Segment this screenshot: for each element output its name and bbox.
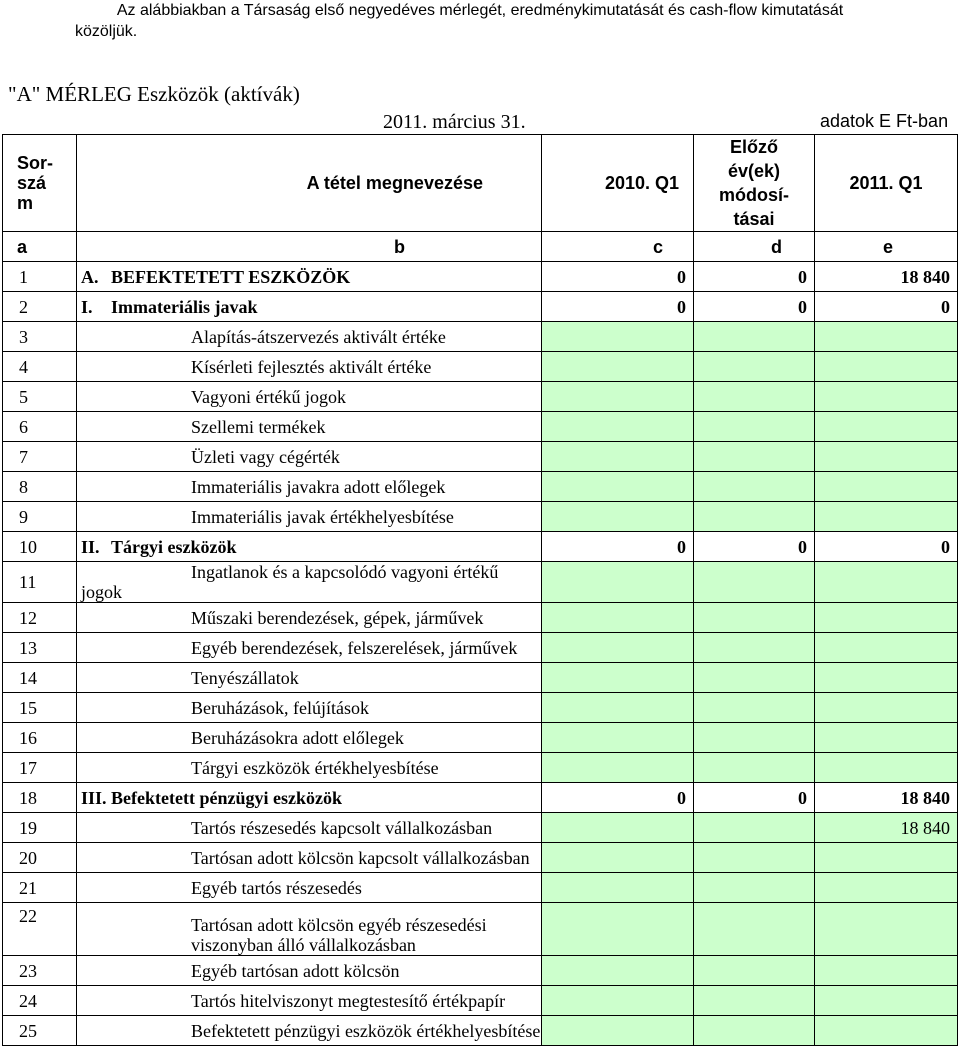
- row-name: [77, 603, 542, 633]
- row-label: Egyéb tartósan adott kölcsön: [191, 960, 400, 981]
- table-row: [3, 472, 958, 502]
- row-label: Tárgyi eszközök értékhelyesbítése: [191, 757, 439, 778]
- row-name: [77, 1016, 542, 1046]
- row-name: [77, 693, 542, 723]
- row-number: 13: [3, 633, 77, 663]
- row-number: 16: [3, 723, 77, 753]
- value-cell-e[interactable]: [815, 382, 958, 412]
- row-number: 15: [3, 693, 77, 723]
- value-cell-c[interactable]: [542, 723, 694, 753]
- col-header-mod: Előző év(ek) módosí-tásai: [694, 135, 815, 232]
- row-number: 10: [3, 532, 77, 562]
- report-date: 2011. március 31.: [383, 111, 526, 133]
- value-cell-e: 0: [815, 532, 958, 562]
- row-label: Tenyészállatok: [191, 667, 299, 688]
- row-label: Immateriális javak értékhelyesbítése: [191, 506, 454, 527]
- row-label: Beruházásokra adott előlegek: [191, 727, 404, 748]
- value-cell-c[interactable]: [542, 442, 694, 472]
- row-name: [77, 412, 542, 442]
- row-roman: III.: [81, 787, 107, 808]
- value-cell-c[interactable]: [542, 322, 694, 352]
- row-number: 18: [3, 783, 77, 813]
- value-cell-d: 0: [694, 292, 815, 322]
- value-cell-e: 0: [815, 292, 958, 322]
- table-row: [3, 903, 958, 956]
- value-cell-c[interactable]: [542, 693, 694, 723]
- letter-d: d: [694, 232, 815, 262]
- value-cell-c[interactable]: [542, 956, 694, 986]
- table-row: [3, 262, 958, 292]
- value-cell-d: 0: [694, 532, 815, 562]
- value-cell-d[interactable]: [694, 663, 815, 693]
- value-cell-d: 0: [694, 783, 815, 813]
- table-row: [3, 382, 958, 412]
- row-number: 12: [3, 603, 77, 633]
- value-cell-d[interactable]: [694, 562, 815, 603]
- row-label: Befektetett pénzügyi eszközök: [111, 787, 342, 808]
- row-name: [77, 352, 542, 382]
- table-row: [3, 843, 958, 873]
- value-cell-e[interactable]: [815, 633, 958, 663]
- table-row: [3, 693, 958, 723]
- value-cell-e[interactable]: [815, 723, 958, 753]
- value-cell-c[interactable]: [542, 873, 694, 903]
- value-cell-c[interactable]: [542, 412, 694, 442]
- value-cell-e[interactable]: 18 840: [815, 813, 958, 843]
- row-roman: I.: [81, 296, 93, 317]
- value-cell-c[interactable]: [542, 1016, 694, 1046]
- table-row: [3, 873, 958, 903]
- row-name: [77, 532, 542, 562]
- row-number: 1: [3, 262, 77, 292]
- intro-line-2: közöljük.: [75, 23, 138, 40]
- value-cell-c[interactable]: [542, 986, 694, 1016]
- value-cell-e: 18 840: [815, 262, 958, 292]
- value-cell-d[interactable]: [694, 903, 815, 956]
- row-name: [77, 843, 542, 873]
- letter-row: [3, 232, 958, 262]
- value-cell-e[interactable]: [815, 903, 958, 956]
- value-cell-c[interactable]: [542, 502, 694, 532]
- value-cell-e[interactable]: [815, 956, 958, 986]
- letter-a: a: [3, 232, 77, 262]
- col-header-prev: 2010. Q1: [542, 135, 694, 232]
- row-label: Ingatlanok és a kapcsolódó vagyoni értékű jogok: [81, 562, 499, 602]
- value-cell-c[interactable]: [542, 603, 694, 633]
- page-title: "A" MÉRLEG Eszközök (aktívák): [8, 82, 300, 106]
- table-row: [3, 412, 958, 442]
- value-cell-d[interactable]: [694, 723, 815, 753]
- value-cell-d[interactable]: [694, 472, 815, 502]
- value-cell-c: 0: [542, 292, 694, 322]
- row-label: Immateriális javak: [111, 296, 258, 317]
- value-cell-d[interactable]: [694, 382, 815, 412]
- row-label: Beruházások, felújítások: [191, 697, 369, 718]
- value-cell-d[interactable]: [694, 873, 815, 903]
- row-label: Kísérleti fejlesztés aktivált értéke: [191, 356, 432, 377]
- row-number: 9: [3, 502, 77, 532]
- unit-label: adatok E Ft-ban: [820, 111, 949, 131]
- value-cell-e[interactable]: [815, 562, 958, 603]
- row-label: Tartósan adott kölcsön egyéb részesedési: [191, 915, 487, 935]
- table-row: [3, 322, 958, 352]
- table-row: [3, 813, 958, 843]
- row-name: [77, 292, 542, 322]
- row-name: [77, 562, 542, 603]
- row-number: 8: [3, 472, 77, 502]
- row-name: [77, 986, 542, 1016]
- value-cell-e[interactable]: [815, 472, 958, 502]
- intro-line-1: Az alábbiakban a Társaság első negyedéves mérlegét, eredménykimutatását és cash-flow kimutatását: [116, 2, 844, 19]
- value-cell-d[interactable]: [694, 633, 815, 663]
- row-number: 20: [3, 843, 77, 873]
- value-cell-d[interactable]: [694, 442, 815, 472]
- value-cell-e[interactable]: [815, 603, 958, 633]
- table-row: [3, 753, 958, 783]
- value-cell-c[interactable]: [542, 813, 694, 843]
- row-name: [77, 322, 542, 352]
- row-label: Tartósan adott kölcsön kapcsolt vállalkozásban: [191, 847, 530, 868]
- value-cell-e[interactable]: [815, 753, 958, 783]
- row-number: 4: [3, 352, 77, 382]
- row-label: Vagyoni értékű jogok: [191, 386, 346, 407]
- table-row: [3, 633, 958, 663]
- value-cell-d[interactable]: [694, 322, 815, 352]
- row-number: 2: [3, 292, 77, 322]
- letter-e: e: [815, 232, 958, 262]
- value-cell-e[interactable]: [815, 322, 958, 352]
- value-cell-d[interactable]: [694, 986, 815, 1016]
- row-name: [77, 633, 542, 663]
- value-cell-e[interactable]: [815, 412, 958, 442]
- table-row: [3, 532, 958, 562]
- row-number: 21: [3, 873, 77, 903]
- value-cell-d[interactable]: [694, 502, 815, 532]
- table-row: [3, 292, 958, 322]
- col-header-name: A tétel megnevezése: [77, 135, 542, 232]
- row-number: 5: [3, 382, 77, 412]
- value-cell-d[interactable]: [694, 412, 815, 442]
- row-label: Immateriális javakra adott előlegek: [191, 476, 446, 497]
- col-header-sorszam: Sor-szám: [3, 135, 77, 232]
- row-number: 14: [3, 663, 77, 693]
- row-number: 11: [3, 562, 77, 603]
- row-label: Befektetett pénzügyi eszközök értékhelyesbítése: [191, 1020, 541, 1041]
- row-label: Üzleti vagy cégérték: [191, 446, 340, 467]
- value-cell-c[interactable]: [542, 352, 694, 382]
- row-name: [77, 813, 542, 843]
- row-name: [77, 956, 542, 986]
- table-row: [3, 783, 958, 813]
- value-cell-d[interactable]: [694, 753, 815, 783]
- value-cell-d[interactable]: [694, 693, 815, 723]
- balance-sheet-table: [2, 134, 958, 1046]
- row-number: 23: [3, 956, 77, 986]
- table-row: [3, 352, 958, 382]
- row-number: 22: [3, 903, 77, 956]
- value-cell-e[interactable]: [815, 663, 958, 693]
- table-row: [3, 442, 958, 472]
- table-row: [3, 502, 958, 532]
- table-row: [3, 663, 958, 693]
- value-cell-c: 0: [542, 532, 694, 562]
- row-name: [77, 472, 542, 502]
- value-cell-d[interactable]: [694, 843, 815, 873]
- row-number: 17: [3, 753, 77, 783]
- row-number: 25: [3, 1016, 77, 1046]
- row-label: BEFEKTETETT ESZKÖZÖK: [111, 266, 351, 287]
- row-label: Tartós hitelviszonyt megtestesítő értékpapír: [191, 990, 506, 1011]
- value-cell-c: 0: [542, 262, 694, 292]
- row-label: Tárgyi eszközök: [111, 536, 237, 557]
- row-number: 7: [3, 442, 77, 472]
- row-label: Szellemi termékek: [191, 416, 326, 437]
- row-name: [77, 382, 542, 412]
- table-row: [3, 723, 958, 753]
- intro-text: [0, 0, 960, 42]
- row-label: Tartós részesedés kapcsolt vállalkozásban: [191, 817, 493, 838]
- value-cell-e[interactable]: [815, 843, 958, 873]
- header-row: [3, 135, 958, 232]
- value-cell-d[interactable]: [694, 603, 815, 633]
- value-cell-e: 18 840: [815, 783, 958, 813]
- row-label: Műszaki berendezések, gépek, járművek: [191, 607, 484, 628]
- row-label: Egyéb berendezések, felszerelések, járművek: [191, 637, 518, 658]
- row-number: 3: [3, 322, 77, 352]
- row-name: [77, 442, 542, 472]
- row-name: [77, 502, 542, 532]
- value-cell-c: 0: [542, 783, 694, 813]
- row-name: [77, 262, 542, 292]
- col-header-curr: 2011. Q1: [815, 135, 958, 232]
- row-label-wrap: [191, 915, 487, 955]
- value-cell-d[interactable]: [694, 352, 815, 382]
- value-cell-c[interactable]: [542, 472, 694, 502]
- table-row: [3, 562, 958, 603]
- value-cell-e[interactable]: [815, 873, 958, 903]
- value-cell-d[interactable]: [694, 1016, 815, 1046]
- value-cell-e[interactable]: [815, 986, 958, 1016]
- table-row: [3, 956, 958, 986]
- row-label: Egyéb tartós részesedés: [191, 877, 362, 898]
- value-cell-c[interactable]: [542, 382, 694, 412]
- row-roman: II.: [81, 536, 100, 557]
- value-cell-e[interactable]: [815, 442, 958, 472]
- row-name: [77, 783, 542, 813]
- row-roman: A.: [81, 266, 99, 287]
- row-label-line-2: viszonyban álló vállalkozásban: [191, 935, 416, 955]
- table-row: [3, 986, 958, 1016]
- value-cell-c[interactable]: [542, 753, 694, 783]
- letter-c: c: [542, 232, 694, 262]
- row-number: 24: [3, 986, 77, 1016]
- value-cell-c[interactable]: [542, 843, 694, 873]
- value-cell-c[interactable]: [542, 903, 694, 956]
- value-cell-d[interactable]: [694, 956, 815, 986]
- value-cell-d[interactable]: [694, 813, 815, 843]
- row-name: [77, 903, 542, 956]
- value-cell-e[interactable]: [815, 1016, 958, 1046]
- value-cell-d: 0: [694, 262, 815, 292]
- value-cell-c[interactable]: [542, 633, 694, 663]
- row-number: 19: [3, 813, 77, 843]
- value-cell-e[interactable]: [815, 352, 958, 382]
- row-name: [77, 873, 542, 903]
- table-row: [3, 603, 958, 633]
- table-row: [3, 1016, 958, 1046]
- letter-b: b: [77, 232, 542, 262]
- row-name: [77, 753, 542, 783]
- value-cell-c[interactable]: [542, 562, 694, 603]
- row-name: [77, 723, 542, 753]
- value-cell-e[interactable]: [815, 502, 958, 532]
- value-cell-c[interactable]: [542, 663, 694, 693]
- row-name: [77, 663, 542, 693]
- row-number: 6: [3, 412, 77, 442]
- value-cell-e[interactable]: [815, 693, 958, 723]
- row-label: Alapítás-átszervezés aktivált értéke: [191, 326, 446, 347]
